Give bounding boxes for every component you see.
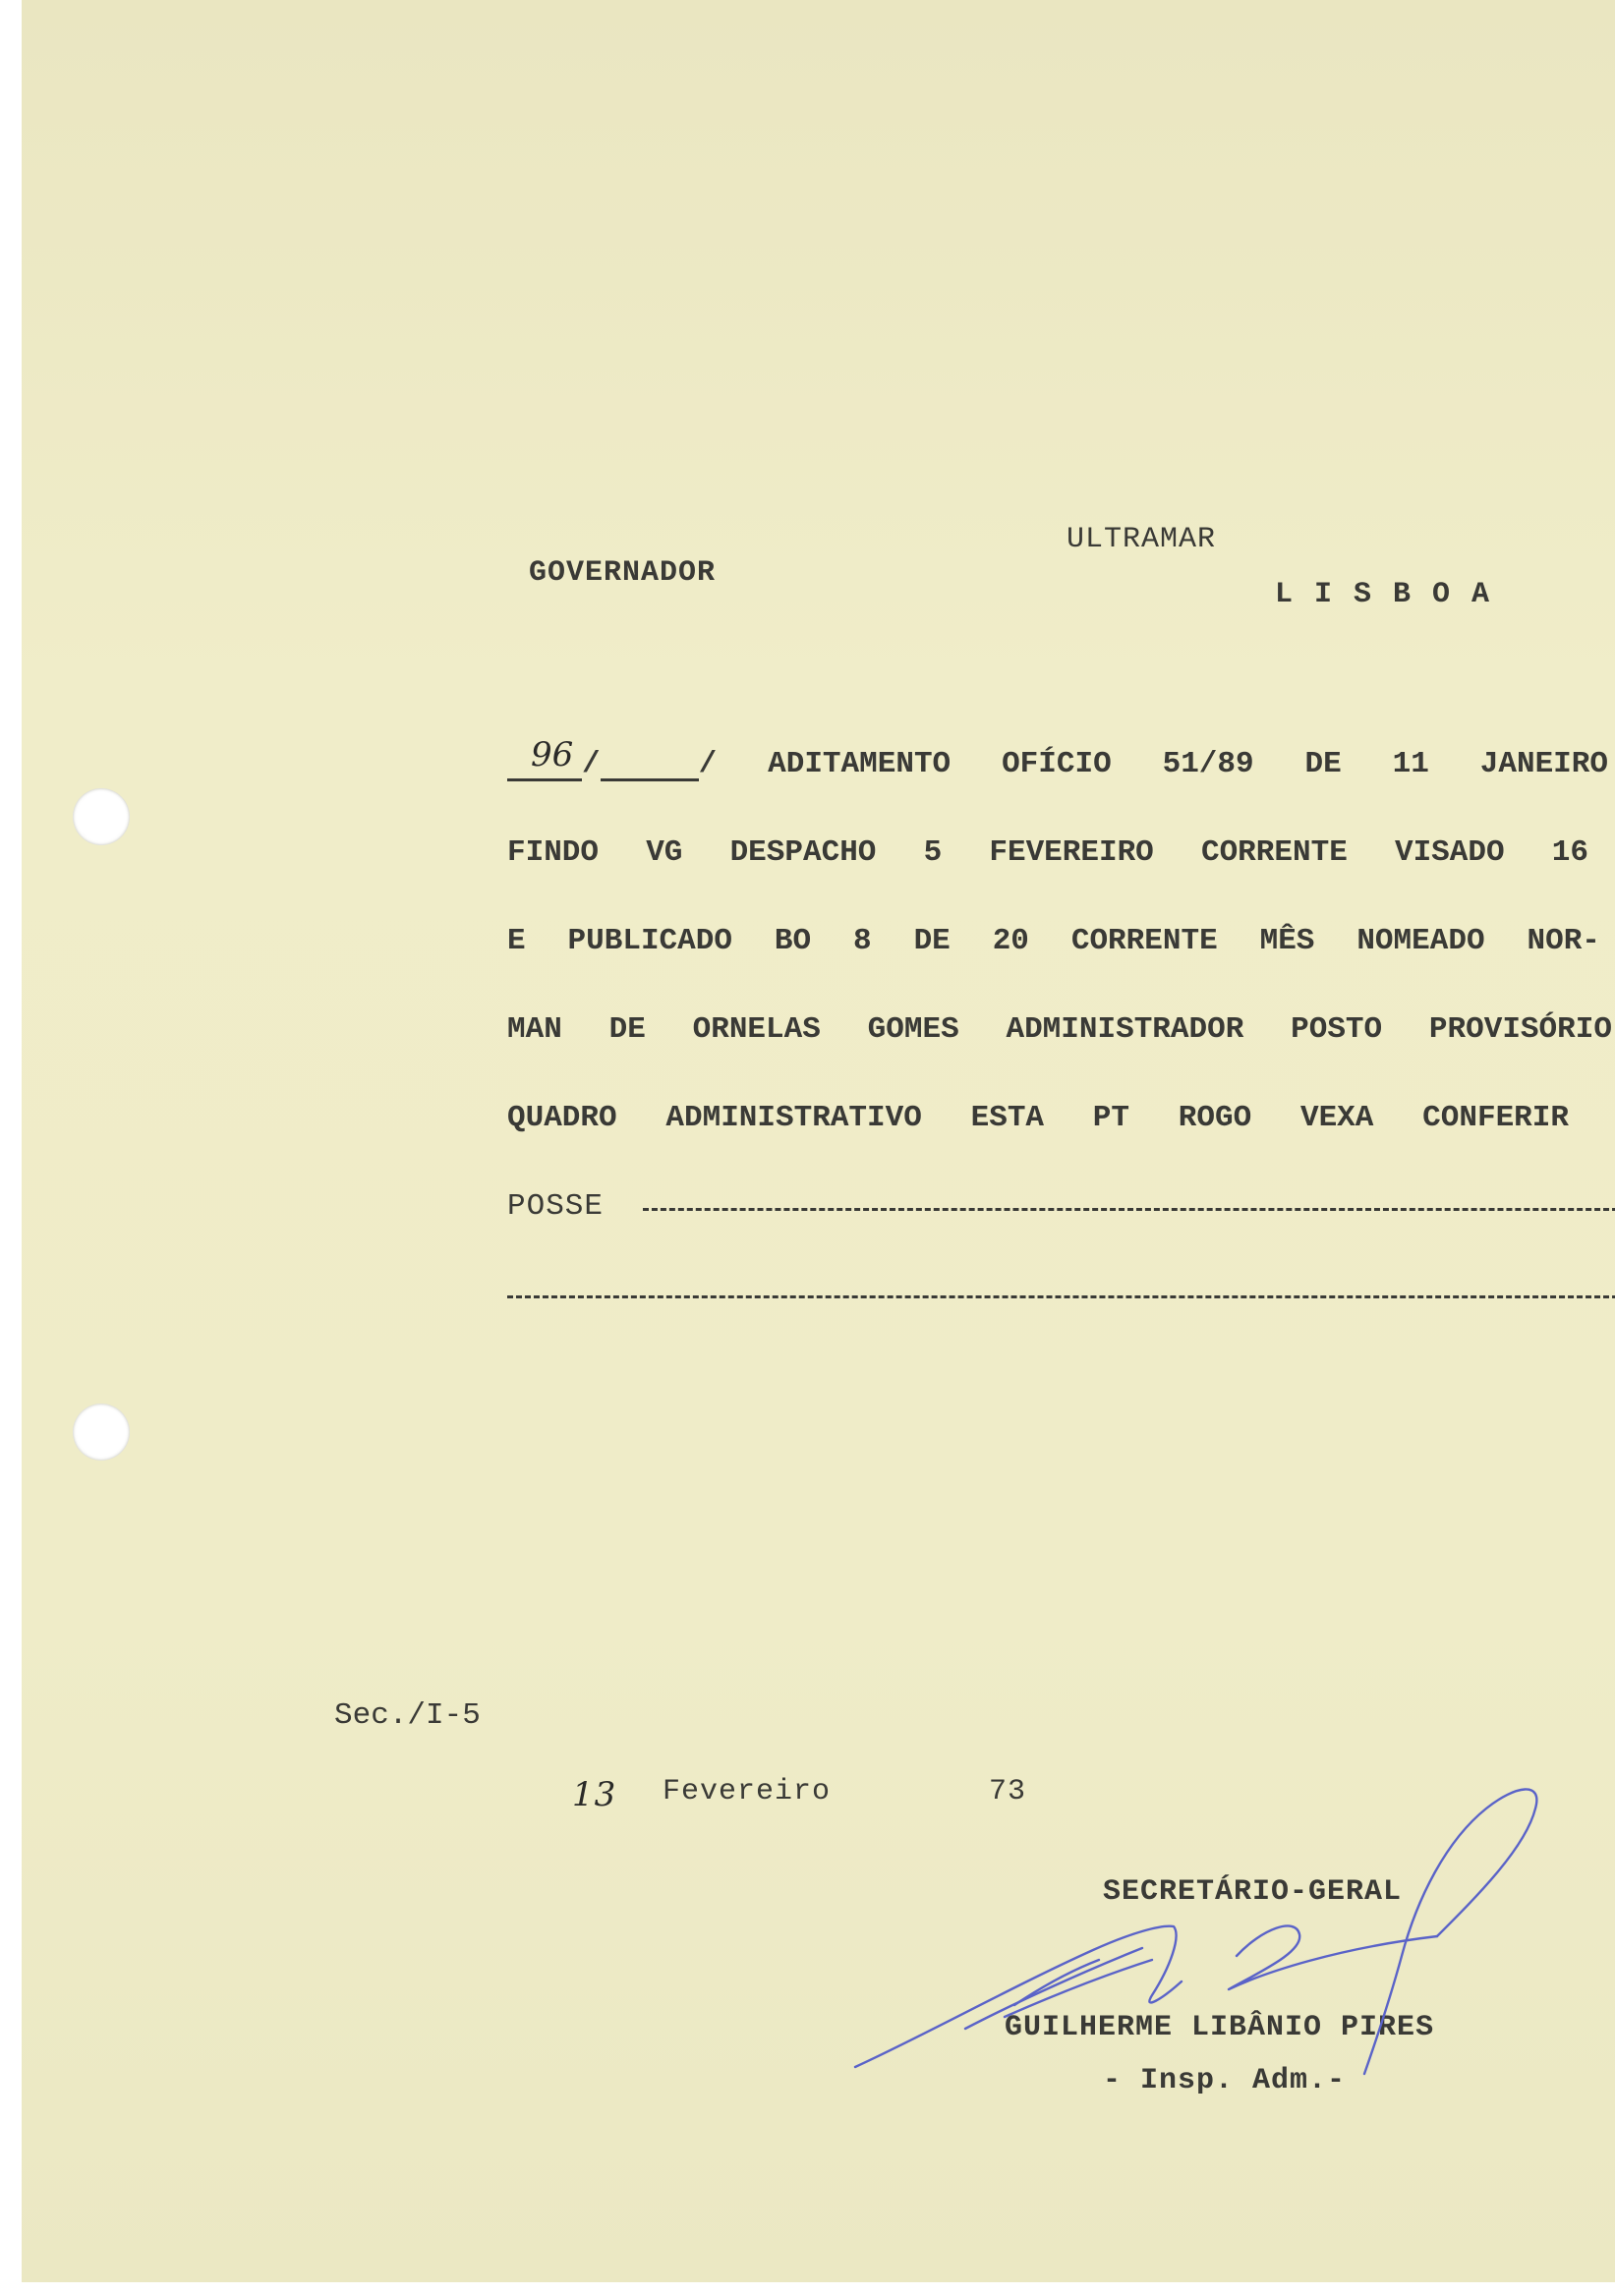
word: CORRENTE <box>1070 924 1218 958</box>
recipient: GOVERNADOR <box>529 556 717 590</box>
word: 11 <box>1392 747 1429 781</box>
word: PUBLICADO <box>567 924 732 958</box>
date-day-handwritten: 13 <box>572 1775 617 1814</box>
word: PT <box>1092 1101 1130 1135</box>
word: 16 <box>1551 835 1588 870</box>
word: GOMES <box>867 1012 959 1047</box>
word: FEVEREIRO <box>989 835 1154 870</box>
word: BO <box>774 924 812 958</box>
signatory-title: SECRETÁRIO-GERAL <box>1103 1875 1403 1909</box>
word: JANEIRO <box>1479 747 1608 781</box>
section-reference: Sec./I-5 <box>334 1698 481 1733</box>
word: 8 <box>853 924 872 958</box>
addressee: ULTRAMAR <box>1067 523 1217 556</box>
word: OFÍCIO <box>1002 747 1112 781</box>
word: ESTA <box>970 1101 1045 1135</box>
word: 5 <box>923 835 943 870</box>
word: ADMINISTRADOR <box>1006 1012 1244 1047</box>
word: POSTO <box>1291 1012 1383 1047</box>
word: VEXA <box>1299 1101 1374 1135</box>
date-month: Fevereiro <box>663 1775 832 1808</box>
word: QUADRO <box>507 1101 617 1135</box>
word: DE <box>913 924 951 958</box>
date-year: 73 <box>989 1775 1027 1808</box>
word: 20 <box>992 924 1029 958</box>
word: VG <box>646 835 683 870</box>
word: VISADO <box>1394 835 1505 870</box>
last-word: POSSE <box>507 1189 605 1224</box>
word: NOR- <box>1527 924 1600 958</box>
word: DE <box>1304 747 1342 781</box>
handwritten-signature <box>22 0 1615 2282</box>
word: MÊS <box>1259 924 1315 958</box>
word: PROVISÓRIO <box>1428 1012 1612 1047</box>
word: ORNELAS <box>692 1012 821 1047</box>
city: L I S B O A <box>1275 578 1492 611</box>
word: ADITAMENTO <box>768 747 952 781</box>
reference-number-handwritten: 96 <box>531 735 574 775</box>
word: ROGO <box>1178 1101 1252 1135</box>
word: ADMINISTRATIVO <box>665 1101 922 1135</box>
word: E <box>507 924 526 958</box>
word: DESPACHO <box>729 835 877 870</box>
word: FINDO <box>507 835 600 870</box>
word: MAN <box>507 1012 562 1047</box>
word: 51/89 <box>1162 747 1254 781</box>
word: CORRENTE <box>1200 835 1348 870</box>
reference-number: 96 / / <box>507 747 717 781</box>
word: DE <box>608 1012 646 1047</box>
signatory-name: GUILHERME LIBÂNIO PIRES <box>1005 2011 1435 2044</box>
word: NOMEADO <box>1356 924 1485 958</box>
document-page <box>22 0 1615 2282</box>
word: CONFERIR <box>1422 1101 1569 1135</box>
signatory-role: - Insp. Adm.- <box>1103 2064 1347 2097</box>
